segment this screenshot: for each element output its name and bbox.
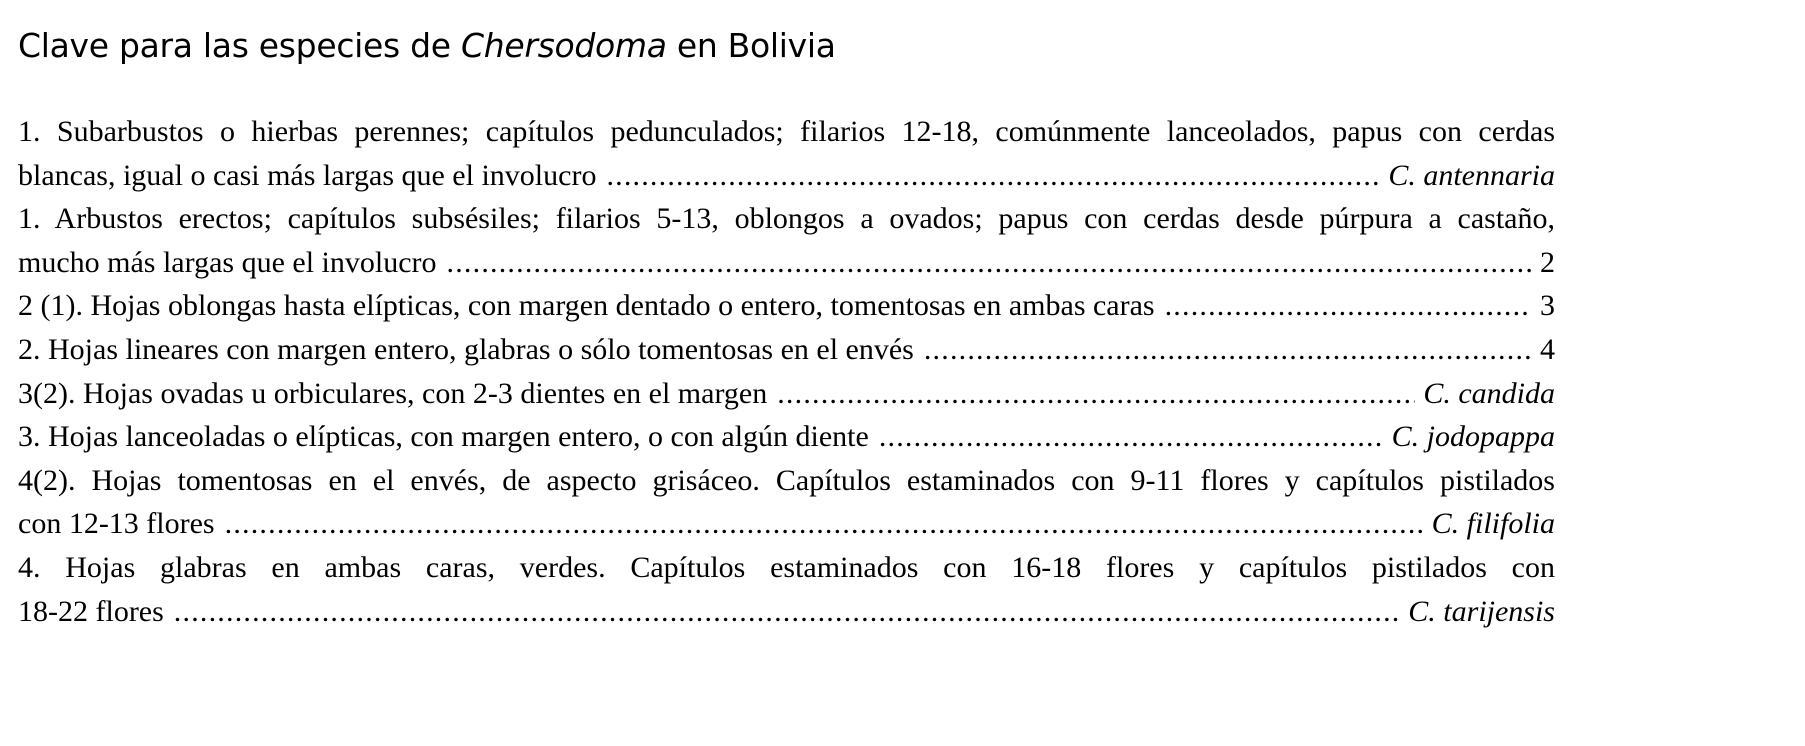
title-suffix: en Bolivia xyxy=(666,26,836,65)
key-couplet-1b xyxy=(18,197,1555,284)
key-target-taxon: C. antennaria xyxy=(1388,158,1555,192)
identification-key xyxy=(18,110,1555,633)
key-text: 18-22 flores xyxy=(18,594,164,628)
dot-leader xyxy=(225,502,1424,546)
dot-leader xyxy=(606,154,1380,198)
key-line-final xyxy=(18,328,1555,372)
key-text: con 12-13 flores xyxy=(18,507,215,541)
key-couplet-4a xyxy=(18,459,1555,546)
key-couplet-1a xyxy=(18,110,1555,197)
dot-leader xyxy=(879,415,1384,459)
key-line-final xyxy=(18,372,1555,416)
key-line-final xyxy=(18,502,1555,546)
key-target-taxon: C. filifolia xyxy=(1431,507,1555,541)
key-line-final xyxy=(18,284,1555,328)
key-target-taxon: C. tarijensis xyxy=(1408,594,1555,628)
key-text: blancas, igual o casi más largas que el involucro xyxy=(18,158,597,192)
dot-leader xyxy=(174,590,1401,634)
key-couplet-2a xyxy=(18,284,1555,328)
key-couplet-3a xyxy=(18,372,1555,416)
key-target-step: 3 xyxy=(1540,289,1555,323)
dot-leader xyxy=(924,328,1532,372)
page-title xyxy=(18,24,1555,68)
key-text: 3. Hojas lanceoladas o elípticas, con margen entero, o con algún diente xyxy=(18,420,869,454)
key-target-taxon: C. jodopappa xyxy=(1391,420,1555,454)
key-target-taxon: C. candida xyxy=(1423,376,1555,410)
key-text: 3(2). Hojas ovadas u orbiculares, con 2-3 dientes en el margen xyxy=(18,376,768,410)
key-text: mucho más largas que el involucro xyxy=(18,245,437,279)
key-line: 1. Subarbustos o hierbas perennes; capítulos pedunculados; filarios 12-18, comúnmente lanceolados, papus con cerdas xyxy=(18,115,1555,148)
title-genus: Chersodoma xyxy=(460,26,667,65)
key-couplet-2b xyxy=(18,328,1555,372)
dot-leader xyxy=(777,372,1415,416)
document-page xyxy=(18,24,1555,633)
key-text: 2. Hojas lineares con margen entero, glabras o sólo tomentosas en el envés xyxy=(18,332,914,366)
key-couplet-3b xyxy=(18,415,1555,459)
key-line-final xyxy=(18,154,1555,198)
key-target-step: 4 xyxy=(1540,332,1555,366)
title-prefix: Clave para las especies de xyxy=(18,26,461,65)
key-couplet-4b xyxy=(18,546,1555,633)
key-text: 2 (1). Hojas oblongas hasta elípticas, con margen dentado o entero, tomentosas en ambas caras xyxy=(18,289,1155,323)
key-target-step: 2 xyxy=(1540,245,1555,279)
key-line-final xyxy=(18,415,1555,459)
key-line: 1. Arbustos erectos; capítulos subsésiles; filarios 5-13, oblongos a ovados; papus con cerdas desde púrpura a castaño, xyxy=(18,202,1555,236)
key-line-final xyxy=(18,241,1555,285)
key-line: 4(2). Hojas tomentosas en el envés, de aspecto grisáceo. Capítulos estaminados con 9-11 flores y capítulos pistilados xyxy=(18,463,1555,497)
key-line-final xyxy=(18,590,1555,634)
dot-leader xyxy=(1165,284,1532,328)
dot-leader xyxy=(447,241,1532,285)
key-line: 4. Hojas glabras en ambas caras, verdes. Capítulos estaminados con 16-18 flores y capítulos pistilados con xyxy=(18,550,1555,584)
